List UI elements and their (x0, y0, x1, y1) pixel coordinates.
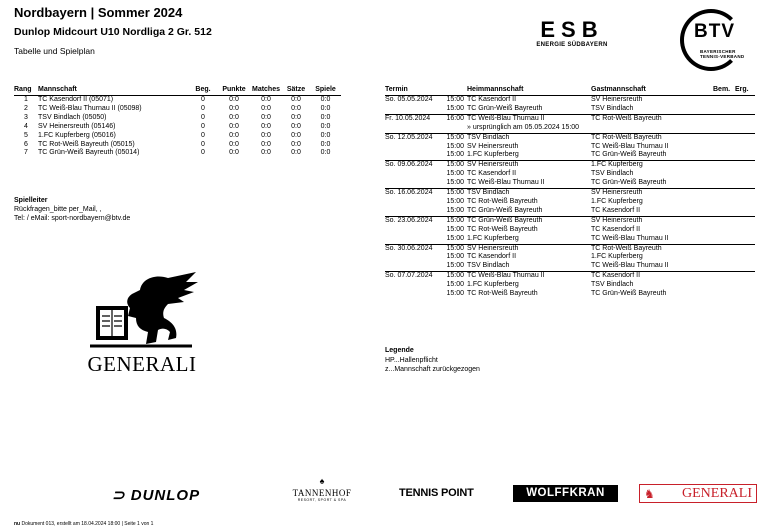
punkte-cell: 0:0 (229, 131, 239, 139)
home-team-cell: TC Kasendorf II (467, 96, 591, 105)
schedule-header-row (385, 85, 755, 96)
schedule-row (385, 253, 755, 262)
date-text: So. 07.07.2024 (385, 272, 433, 280)
col-spiele: Spiele (310, 85, 341, 96)
col-gast: Gastmannschaft (591, 85, 713, 96)
generali-lion-logo (82, 268, 202, 378)
termin-cell (385, 207, 467, 216)
erg-cell (735, 290, 755, 299)
footer-text: Dokument 013, erstellt am 18.04.2024 18:00 | Seite 1 von 1 (21, 521, 154, 527)
guest-team-cell: TC Kasendorf II (591, 206, 641, 214)
rank-cell: 3 (24, 113, 28, 121)
generali-lion-small-icon: ♞ (644, 487, 655, 501)
guest-team-cell: TC Weiß-Blau Thurnau II (591, 142, 669, 150)
erg-cell (735, 253, 755, 262)
time-text: 16:00 (446, 114, 464, 122)
guest-team-cell: TC Rot-Weiß Bayreuth (591, 133, 713, 142)
team-cell: TC Grün-Weiß Bayreuth (05014) (38, 149, 140, 157)
erg-cell (735, 96, 755, 105)
guest-team-cell: TC Weiß-Blau Thurnau II (591, 262, 669, 270)
league-title: Dunlop Midcourt U10 Nordliga 2 Gr. 512 (14, 26, 212, 38)
col-saetze: Sätze (282, 85, 310, 96)
rank-cell: 1 (24, 96, 28, 103)
guest-team-cell: TC Grün-Weiß Bayreuth (591, 151, 667, 159)
schedule-row (385, 226, 755, 235)
bem-cell (713, 170, 735, 179)
time-text: 15:00 (446, 216, 464, 224)
saetze-cell: 0:0 (291, 149, 301, 157)
bem-cell (713, 216, 735, 225)
termin-cell (385, 151, 467, 160)
time-text: 15:00 (446, 96, 464, 103)
schedule-row (385, 198, 755, 207)
generali-sponsor-logo (639, 484, 757, 503)
home-team-cell: TC Rot-Weiß Bayreuth (467, 197, 538, 205)
matches-cell: 0:0 (261, 149, 271, 157)
tennis-point-logo: TENNIS POINT (399, 487, 474, 499)
schedule-row (385, 96, 755, 105)
bem-cell (713, 290, 735, 299)
standings-row (14, 123, 341, 132)
rank-cell: 4 (24, 122, 28, 130)
btv-logo-text: BTV (694, 21, 735, 42)
punkte-cell: 0:0 (229, 140, 239, 148)
bem-cell (713, 253, 735, 262)
col-beg: Beg. (188, 85, 218, 96)
termin-cell (385, 114, 467, 123)
time-text: 15:00 (446, 104, 464, 112)
schedule-row (385, 272, 755, 281)
schedule-row (385, 170, 755, 179)
bem-cell (713, 189, 735, 198)
standings-row (14, 105, 341, 114)
col-termin: Termin (385, 85, 467, 96)
time-text: 15:00 (446, 272, 464, 280)
termin-cell (385, 124, 467, 133)
time-text: 15:00 (446, 234, 464, 242)
col-erg: Erg. (735, 85, 755, 96)
spielleiter-line1: Rückfragen_bitte per_Mail, , (14, 206, 102, 213)
btv-logo (680, 9, 758, 69)
termin-cell (385, 198, 467, 207)
guest-team-cell (591, 124, 713, 133)
schedule-row (385, 114, 755, 123)
schedule-table (385, 85, 755, 299)
termin-cell (385, 262, 467, 271)
schedule-row (385, 290, 755, 299)
schedule-row (385, 179, 755, 188)
guest-team-cell: TC Weiß-Blau Thurnau II (591, 234, 669, 242)
schedule-row (385, 124, 755, 133)
termin-cell (385, 105, 467, 114)
termin-cell (385, 226, 467, 235)
time-text: 15:00 (446, 189, 464, 197)
wolffkran-logo: WOLFFKRAN (513, 485, 618, 502)
beg-cell: 0 (201, 113, 205, 121)
time-text: 15:00 (446, 262, 464, 270)
time-text: 15:00 (446, 206, 464, 214)
termin-cell (385, 244, 467, 253)
tannenhof-tree-icon: ♠ (319, 476, 325, 486)
schedule-row (385, 105, 755, 114)
bem-cell (713, 133, 735, 142)
guest-team-cell: TC Rot-Weiß Bayreuth (591, 244, 713, 253)
matches-cell: 0:0 (261, 131, 271, 139)
bem-cell (713, 161, 735, 170)
schedule-row (385, 281, 755, 290)
termin-cell (385, 143, 467, 152)
home-team-cell: TC Weiß-Blau Thurnau II (467, 272, 591, 281)
beg-cell: 0 (201, 122, 205, 130)
punkte-cell: 0:0 (229, 113, 239, 121)
spielleiter-block (14, 196, 130, 223)
team-cell: TC Weiß-Blau Thurnau II (05098) (38, 104, 142, 112)
home-team-cell: TC Grün-Weiß Bayreuth (467, 206, 543, 214)
schedule-row (385, 207, 755, 216)
guest-team-cell: 1.FC Kupferberg (591, 197, 643, 205)
time-text: 15:00 (446, 281, 464, 289)
erg-cell (735, 272, 755, 281)
home-team-cell: TC Grün-Weiß Bayreuth (467, 216, 591, 225)
bem-cell (713, 281, 735, 290)
rank-cell: 6 (24, 140, 28, 148)
spiele-cell: 0:0 (320, 131, 331, 139)
saetze-cell: 0:0 (291, 113, 301, 121)
standings-row (14, 96, 341, 105)
saetze-cell: 0:0 (291, 104, 301, 112)
erg-cell (735, 244, 755, 253)
guest-team-cell: TC Rot-Weiß Bayreuth (591, 114, 713, 123)
time-text: 15:00 (446, 142, 464, 150)
saetze-cell: 0:0 (291, 131, 301, 139)
winged-lion-icon (82, 268, 202, 352)
termin-cell (385, 96, 467, 105)
guest-team-cell: TC Kasendorf II (591, 225, 641, 233)
standings-row (14, 132, 341, 141)
termin-cell (385, 161, 467, 170)
legend-block (385, 346, 480, 375)
schedule-row (385, 151, 755, 160)
erg-cell (735, 114, 755, 123)
beg-cell: 0 (201, 140, 205, 148)
guest-team-cell: SV Heinersreuth (591, 216, 713, 225)
tannenhof-logo-text: TANNENHOF (292, 488, 352, 498)
generali-logo-text: GENERALI (87, 352, 197, 376)
beg-cell: 0 (201, 149, 205, 157)
erg-cell (735, 124, 755, 133)
schedule-row (385, 216, 755, 225)
guest-team-cell: 1.FC Kupferberg (591, 161, 713, 170)
beg-cell: 0 (201, 104, 205, 112)
erg-cell (735, 143, 755, 152)
bem-cell (713, 96, 735, 105)
erg-cell (735, 161, 755, 170)
col-punkte: Punkte (218, 85, 250, 96)
erg-cell (735, 226, 755, 235)
rank-cell: 2 (24, 104, 28, 112)
btv-sub-line2: TENNIS-VERBAND (700, 54, 745, 59)
bem-cell (713, 114, 735, 123)
home-team-cell: » ursprünglich am 05.05.2024 15:00 (467, 123, 580, 131)
erg-cell (735, 216, 755, 225)
erg-cell (735, 189, 755, 198)
home-team-cell: TC Rot-Weiß Bayreuth (467, 290, 538, 298)
beg-cell: 0 (201, 131, 205, 139)
erg-cell (735, 198, 755, 207)
termin-cell (385, 133, 467, 142)
standings-header-row (14, 85, 341, 96)
time-text: 15:00 (446, 161, 464, 169)
termin-cell (385, 216, 467, 225)
guest-team-cell: SV Heinersreuth (591, 96, 713, 105)
footer-app: nu (14, 521, 21, 527)
footer (14, 521, 153, 527)
matches-cell: 0:0 (261, 96, 271, 103)
home-team-cell: SV Heinersreuth (467, 142, 519, 150)
schedule-row (385, 244, 755, 253)
home-team-cell: TC Kasendorf II (467, 170, 517, 178)
guest-team-cell: TSV Bindlach (591, 170, 634, 178)
rank-cell: 7 (24, 149, 28, 157)
termin-cell (385, 189, 467, 198)
time-text: 15:00 (446, 170, 464, 178)
erg-cell (735, 262, 755, 271)
date-text: So. 23.06.2024 (385, 216, 433, 224)
guest-team-cell: SV Heinersreuth (591, 189, 713, 198)
section-title: Tabelle und Spielplan (14, 46, 95, 56)
schedule-row (385, 189, 755, 198)
termin-cell (385, 272, 467, 281)
standings-table (14, 85, 341, 158)
home-team-cell: 1.FC Kupferberg (467, 151, 519, 159)
esb-logo-text: ESB (540, 17, 604, 42)
bem-cell (713, 207, 735, 216)
spiele-cell: 0:0 (320, 96, 331, 103)
guest-team-cell: TC Grün-Weiß Bayreuth (591, 179, 667, 187)
schedule-row (385, 133, 755, 142)
erg-cell (735, 281, 755, 290)
date-text: So. 30.06.2024 (385, 244, 433, 252)
matches-cell: 0:0 (261, 113, 271, 121)
bem-cell (713, 235, 735, 244)
date-text: So. 12.05.2024 (385, 133, 433, 141)
spiele-cell: 0:0 (320, 104, 331, 112)
spiele-cell: 0:0 (320, 113, 331, 121)
matches-cell: 0:0 (261, 140, 271, 148)
page-title: Nordbayern | Sommer 2024 (14, 5, 183, 20)
date-text: So. 09.06.2024 (385, 161, 433, 169)
spiele-cell: 0:0 (320, 149, 331, 157)
team-cell: TC Rot-Weiß Bayreuth (05015) (38, 140, 135, 148)
home-team-cell: 1.FC Kupferberg (467, 234, 519, 242)
termin-cell (385, 281, 467, 290)
guest-team-cell: TSV Bindlach (591, 104, 634, 112)
bem-cell (713, 262, 735, 271)
schedule-row (385, 161, 755, 170)
time-text: 15:00 (446, 179, 464, 187)
bem-cell (713, 124, 735, 133)
time-text: 15:00 (446, 290, 464, 298)
bem-cell (713, 226, 735, 235)
time-text: 15:00 (446, 151, 464, 159)
rank-cell: 5 (24, 131, 28, 139)
dunlop-logo (112, 486, 200, 504)
beg-cell: 0 (201, 96, 205, 103)
home-team-cell: TSV Bindlach (467, 189, 591, 198)
termin-cell (385, 253, 467, 262)
btv-sub-line1: BAYERISCHER (700, 49, 736, 54)
tannenhof-logo-subtext: RESORT, SPORT & SPA (297, 498, 347, 502)
schedule-row (385, 262, 755, 271)
erg-cell (735, 151, 755, 160)
guest-team-cell: TSV Bindlach (591, 281, 634, 289)
erg-cell (735, 207, 755, 216)
saetze-cell: 0:0 (291, 96, 301, 103)
date-text: Fr. 10.05.2024 (385, 114, 431, 122)
team-cell: 1.FC Kupferberg (05016) (38, 131, 116, 139)
team-cell: TC Kasendorf II (05071) (38, 96, 114, 103)
erg-cell (735, 105, 755, 114)
date-text: So. 05.05.2024 (385, 96, 433, 103)
col-bem: Bem. (713, 85, 735, 96)
standings-row (14, 114, 341, 123)
standings-row (14, 149, 341, 158)
home-team-cell: SV Heinersreuth (467, 244, 591, 253)
termin-cell (385, 290, 467, 299)
punkte-cell: 0:0 (229, 96, 239, 103)
time-text: 15:00 (446, 253, 464, 261)
termin-cell (385, 179, 467, 188)
home-team-cell: TC Rot-Weiß Bayreuth (467, 225, 538, 233)
home-team-cell: TSV Bindlach (467, 133, 591, 142)
col-rang: Rang (14, 85, 38, 96)
bem-cell (713, 151, 735, 160)
spiele-cell: 0:0 (320, 140, 331, 148)
bem-cell (713, 198, 735, 207)
guest-team-cell: 1.FC Kupferberg (591, 253, 643, 261)
schedule-row (385, 143, 755, 152)
matches-cell: 0:0 (261, 104, 271, 112)
spielleiter-title: Spielleiter (14, 197, 48, 204)
bem-cell (713, 244, 735, 253)
team-cell: SV Heinersreuth (05146) (38, 122, 116, 130)
tannenhof-logo (290, 477, 354, 502)
erg-cell (735, 133, 755, 142)
spiele-cell: 0:0 (320, 122, 331, 130)
time-text: 15:00 (446, 244, 464, 252)
col-matches: Matches (250, 85, 282, 96)
legend-item: z...Mannschaft zurückgezogen (385, 366, 480, 373)
schedule-row (385, 235, 755, 244)
esb-logo (527, 19, 617, 48)
punkte-cell: 0:0 (229, 149, 239, 157)
home-team-cell: TC Kasendorf II (467, 253, 517, 261)
legend-item: HP...Hallenpflicht (385, 356, 438, 364)
home-team-cell: TC Weiß-Blau Thurnau II (467, 114, 591, 123)
standings-row (14, 141, 341, 150)
punkte-cell: 0:0 (229, 104, 239, 112)
spielleiter-line2: Tel: / eMail: sport-nordbayern@btv.de (14, 215, 131, 222)
team-cell: TSV Bindlach (05050) (38, 113, 107, 121)
date-text: So. 16.06.2024 (385, 189, 433, 197)
dunlop-logo-text: DUNLOP (130, 487, 201, 504)
matches-cell: 0:0 (261, 122, 271, 130)
termin-cell (385, 170, 467, 179)
bem-cell (713, 143, 735, 152)
home-team-cell: 1.FC Kupferberg (467, 281, 519, 289)
dunlop-d-icon: ⊃ (112, 487, 126, 504)
erg-cell (735, 170, 755, 179)
btv-logo-subtext (700, 49, 744, 59)
saetze-cell: 0:0 (291, 122, 301, 130)
punkte-cell: 0:0 (229, 122, 239, 130)
termin-cell (385, 235, 467, 244)
generali-sponsor-text: GENERALI (682, 486, 752, 501)
home-team-cell: TC Weiß-Blau Thurnau II (467, 179, 545, 187)
bem-cell (713, 179, 735, 188)
erg-cell (735, 235, 755, 244)
bem-cell (713, 272, 735, 281)
time-text: 15:00 (446, 133, 464, 141)
home-team-cell: TC Grün-Weiß Bayreuth (467, 104, 543, 112)
saetze-cell: 0:0 (291, 140, 301, 148)
guest-team-cell: TC Grün-Weiß Bayreuth (591, 290, 667, 298)
erg-cell (735, 179, 755, 188)
home-team-cell: TSV Bindlach (467, 262, 510, 270)
time-text: 15:00 (446, 225, 464, 233)
col-heim: Heimmannschaft (467, 85, 591, 96)
home-team-cell: SV Heinersreuth (467, 161, 591, 170)
esb-logo-subtext: ENERGIE SÜDBAYERN (536, 42, 608, 48)
col-mannschaft: Mannschaft (38, 85, 188, 96)
bem-cell (713, 105, 735, 114)
legend-title: Legende (385, 347, 414, 354)
guest-team-cell: TC Kasendorf II (591, 272, 713, 281)
time-text: 15:00 (446, 197, 464, 205)
